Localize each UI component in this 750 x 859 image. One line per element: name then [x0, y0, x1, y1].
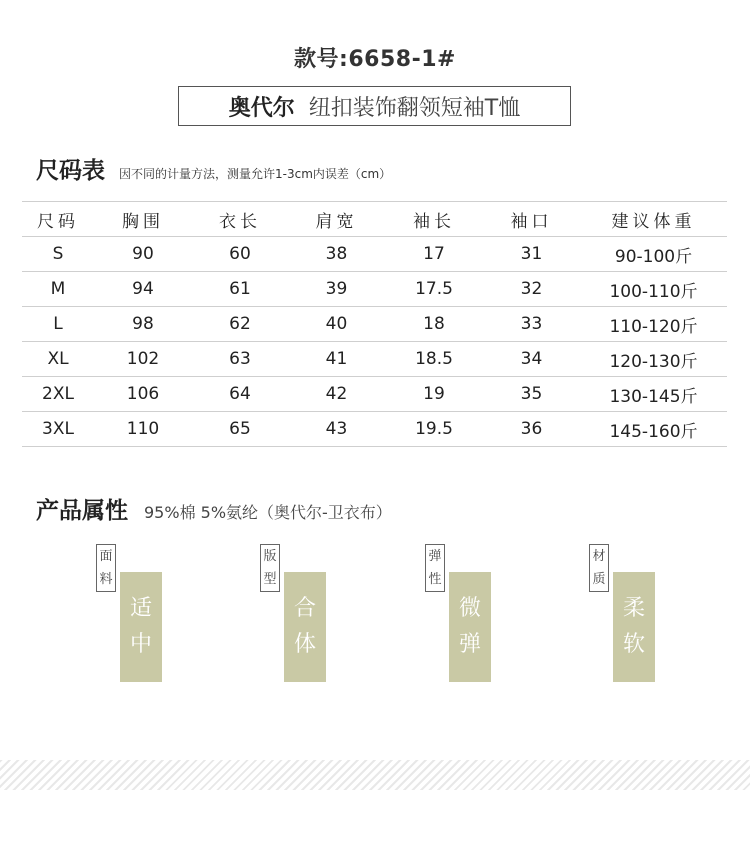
table-cell: 64: [192, 377, 288, 412]
table-row: [22, 342, 727, 377]
table-cell: 130-145斤: [580, 377, 727, 412]
table-cell: 35: [483, 377, 580, 412]
table-cell: 62: [192, 307, 288, 342]
table-cell: 106: [94, 377, 192, 412]
table-cell: S: [22, 237, 94, 272]
column-header: 衣长: [192, 202, 288, 237]
table-row: [22, 237, 727, 272]
attribute-label: [260, 544, 280, 592]
table-cell: 31: [483, 237, 580, 272]
attribute-label: [425, 544, 445, 592]
attribute-label-char: 面: [99, 549, 113, 564]
table-cell: 41: [288, 342, 385, 377]
table-cell: 2XL: [22, 377, 94, 412]
attributes-heading: [36, 492, 392, 525]
table-cell: 90: [94, 237, 192, 272]
attribute-value-char: 中: [129, 632, 152, 657]
size-chart-title: 尺码表: [36, 158, 105, 184]
attribute-value: [284, 572, 326, 682]
attribute-label: [589, 544, 609, 592]
table-cell: 19.5: [385, 412, 483, 447]
table-cell: 43: [288, 412, 385, 447]
product-name: 纽扣装饰翻领短袖T恤: [308, 95, 521, 121]
attribute-label-char: 料: [99, 572, 113, 587]
table-cell: 110-120斤: [580, 307, 727, 342]
table-cell: 110: [94, 412, 192, 447]
table-cell: M: [22, 272, 94, 307]
decorative-stripe-divider: [0, 760, 750, 790]
size-chart-heading: [36, 152, 391, 185]
table-cell: 94: [94, 272, 192, 307]
column-header: 袖口: [483, 202, 580, 237]
attribute-value: [120, 572, 162, 682]
table-row: [22, 307, 727, 342]
table-cell: 61: [192, 272, 288, 307]
attribute-value-char: 合: [293, 596, 316, 621]
table-row: [22, 412, 727, 447]
table-cell: 60: [192, 237, 288, 272]
table-cell: 42: [288, 377, 385, 412]
table-header-row: [22, 202, 727, 237]
table-cell: 145-160斤: [580, 412, 727, 447]
table-cell: 32: [483, 272, 580, 307]
size-table: [22, 201, 727, 447]
table-cell: 90-100斤: [580, 237, 727, 272]
attribute-elasticity: [425, 544, 497, 682]
attribute-label-char: 质: [592, 572, 606, 587]
attribute-value-char: 适: [129, 596, 152, 621]
table-cell: 40: [288, 307, 385, 342]
table-cell: 34: [483, 342, 580, 377]
table-cell: XL: [22, 342, 94, 377]
attribute-value-char: 弹: [458, 632, 481, 657]
attribute-value-char: 柔: [622, 596, 645, 621]
table-cell: 102: [94, 342, 192, 377]
table-cell: 18: [385, 307, 483, 342]
table-row: [22, 377, 727, 412]
column-header: 袖长: [385, 202, 483, 237]
table-cell: 98: [94, 307, 192, 342]
table-cell: 18.5: [385, 342, 483, 377]
table-cell: 19: [385, 377, 483, 412]
table-cell: L: [22, 307, 94, 342]
table-cell: 36: [483, 412, 580, 447]
model-number: 款号:6658-1#: [294, 47, 456, 72]
table-cell: 38: [288, 237, 385, 272]
material-composition: 95%棉 5%氨纶（奥代尔-卫衣布）: [144, 503, 392, 522]
attribute-value-char: 体: [293, 632, 316, 657]
attributes-title: 产品属性: [36, 498, 128, 524]
table-cell: 65: [192, 412, 288, 447]
attribute-label-char: 材: [592, 549, 606, 564]
attribute-value-char: 软: [622, 632, 645, 657]
column-header: 肩宽: [288, 202, 385, 237]
brand-name: 奥代尔: [228, 95, 295, 121]
table-cell: 17.5: [385, 272, 483, 307]
column-header: 尺码: [22, 202, 94, 237]
column-header: 胸围: [94, 202, 192, 237]
attribute-value-char: 微: [458, 596, 481, 621]
column-header: 建议体重: [580, 202, 727, 237]
attribute-value: [613, 572, 655, 682]
size-chart-note: 因不同的计量方法，测量允许1-3cm内误差（cm）: [119, 167, 392, 181]
attribute-value: [449, 572, 491, 682]
attribute-texture: [589, 544, 661, 682]
table-cell: 3XL: [22, 412, 94, 447]
product-title-box: [178, 86, 571, 126]
attribute-label-char: 性: [428, 572, 442, 587]
table-cell: 100-110斤: [580, 272, 727, 307]
attribute-label-char: 弹: [428, 549, 442, 564]
table-cell: 17: [385, 237, 483, 272]
attribute-fit: [260, 544, 332, 682]
table-cell: 33: [483, 307, 580, 342]
table-cell: 39: [288, 272, 385, 307]
attribute-label-char: 型: [263, 572, 277, 587]
attribute-fabric: [96, 544, 168, 682]
table-cell: 63: [192, 342, 288, 377]
attribute-label: [96, 544, 116, 592]
table-row: [22, 272, 727, 307]
attribute-label-char: 版: [263, 549, 277, 564]
table-cell: 120-130斤: [580, 342, 727, 377]
